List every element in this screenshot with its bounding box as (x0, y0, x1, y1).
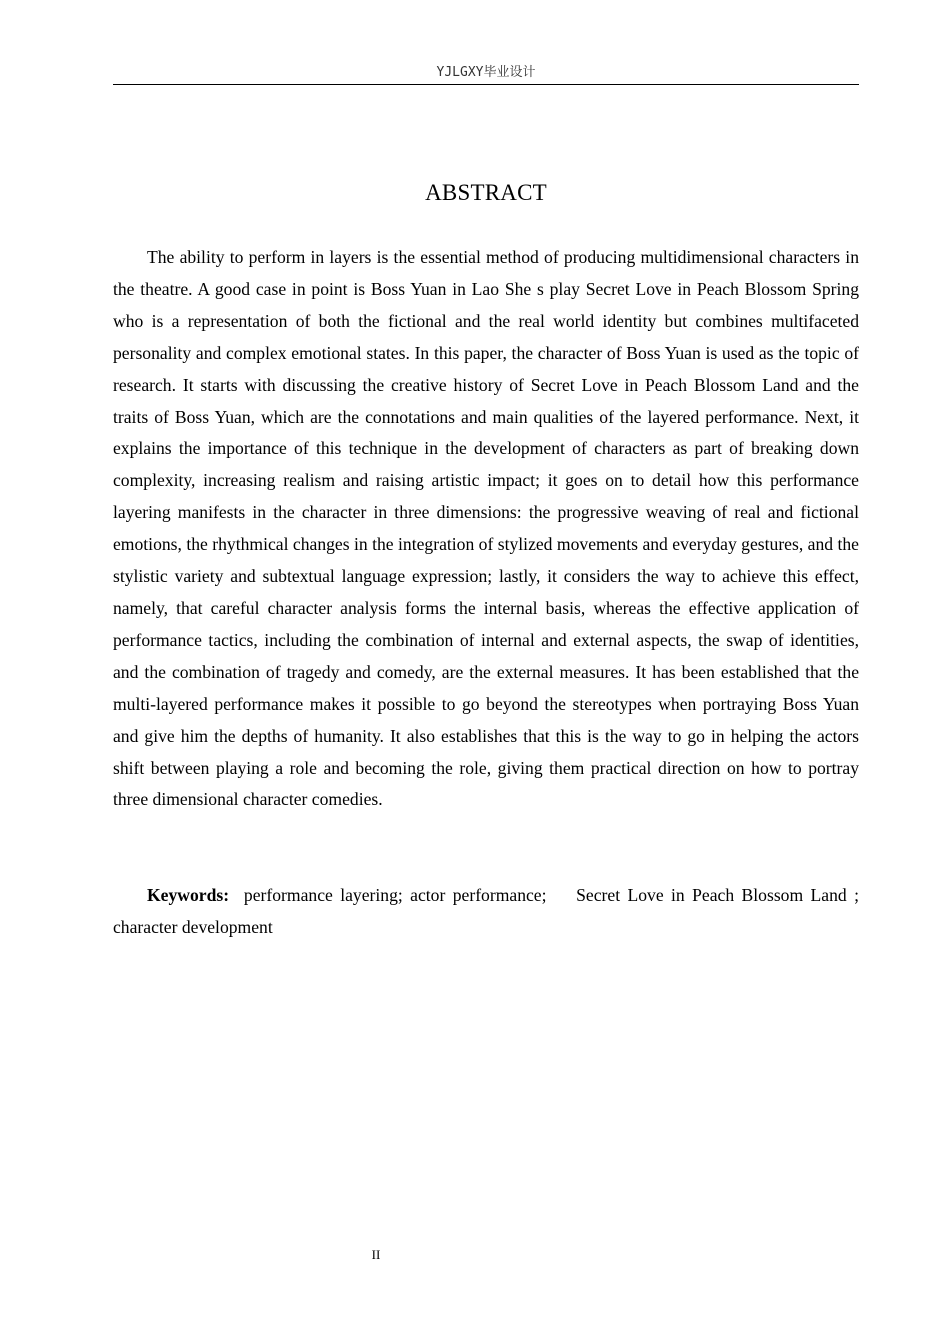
abstract-title: ABSTRACT (425, 180, 547, 205)
abstract-paragraph: The ability to perform in layers is the essential method of producing multidimensional characters in the theatre. A good case in point is Boss Yuan in Lao She s play Secret Love in Peach Blossom Spring who is a representation of both the fictional and the real world identity but combines multifaceted personality and complex emotional states. In this paper, the character of Boss Yuan is used as the topic of research. It starts with discussing the creative history of Secret Love in Peach Blossom Land and the traits of Boss Yuan, which are the connotations and main qualities of the layered performance. Next, it explains the importance of this technique in the development of characters as part of breaking down complexity, increasing realism and raising artistic impact; it goes on to detail how this performance layering manifests in the character in three dimensions: the progressive weaving of real and fictional emotions, the rhythmical changes in the integration of stylized movements and everyday gestures, and the stylistic variety and subtextual language expression; lastly, it considers the way to achieve this effect, namely, that careful character analysis forms the internal basis, whereas the effective application of performance tactics, including the combination of internal and external aspects, the swap of identities, and the combination of tragedy and comedy, are the external measures. It has been established that the multi-layered performance makes it possible to go beyond the stereotypes when portraying Boss Yuan and give him the depths of humanity. It also establishes that this is the way to go in helping the actors shift between playing a role and becoming the role, giving them practical direction on how to portray three dimensional character comedies. (113, 247, 859, 810)
keywords-label: Keywords: (147, 885, 230, 905)
keywords-text: performance layering; actor performance; Secret Love in Peach Blossom Land ; character development (113, 885, 860, 937)
page-number: II (371, 1247, 381, 1262)
keywords-paragraph (113, 880, 859, 944)
running-header: YJLGXY毕业设计 (436, 65, 536, 80)
header-divider (113, 84, 859, 85)
